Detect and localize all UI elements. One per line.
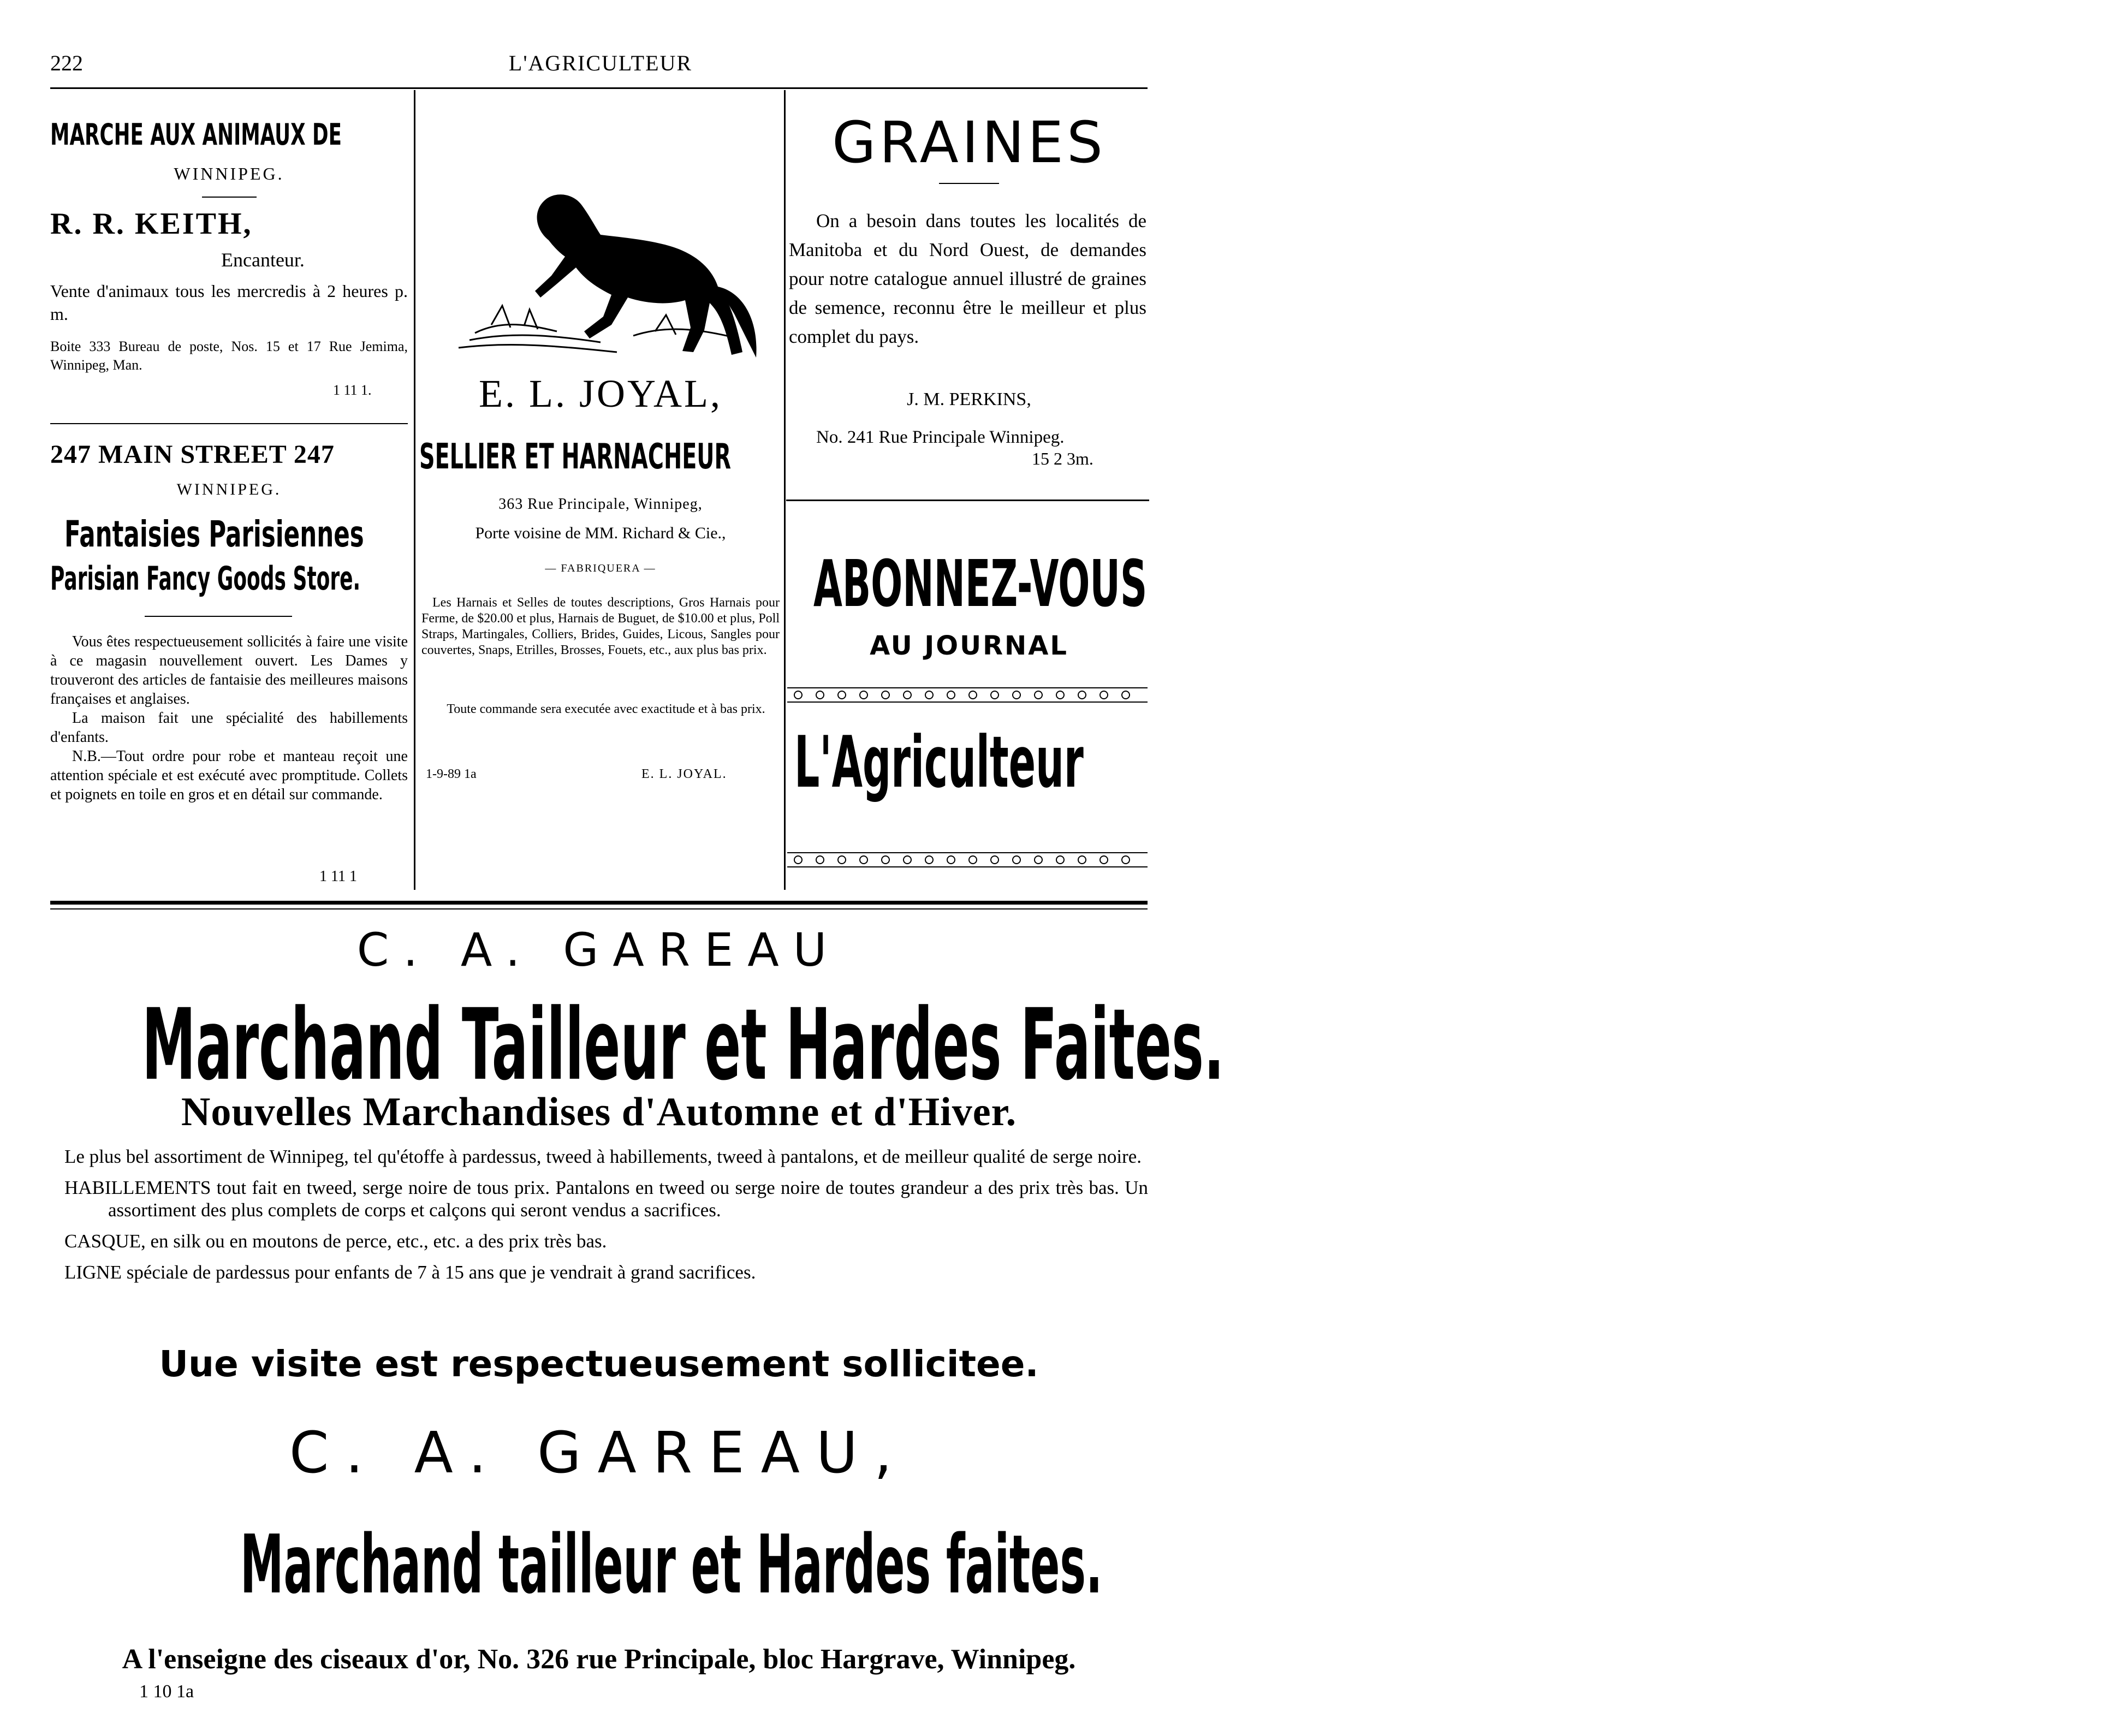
ad-main-street-short-rule: [145, 616, 292, 617]
ad-gareau-subtitle: Nouvelles Marchandises d'Automne et d'Hiver.: [181, 1090, 1017, 1134]
ad-keith-text: Vente d'animaux tous les mercredis à 2 heures p. m.: [50, 281, 408, 324]
ad-graines-text: On a besoin dans toutes les localités de Manitoba et du Nord Ouest, de demandes pour notre catalogue annuel illustré de graines de semence, reconnu être le meilleur et plus complet du pays.: [789, 210, 1146, 347]
column-rule-1: [414, 90, 415, 890]
ad-graines-title: GRAINES: [832, 109, 1106, 176]
ad-gareau-title2: Marchand tailleur et Hardes faites.: [240, 1518, 1103, 1612]
ad-gareau-code: 1 10 1a: [139, 1681, 194, 1702]
column-rule-2: [784, 90, 786, 890]
ad-main-street-p1-text: Vous êtes respectueusement sollicités à faire une visite à ce magasin nouvellement ouvert. Les Dames y trouveront des articles de fantaisie des meilleures maisons françaises et anglaises.: [50, 633, 408, 708]
decorative-border-bottom: [787, 852, 1148, 868]
ad-graines-name: J. M. PERKINS,: [907, 389, 1031, 409]
ad-keith-code: 1 11 1.: [333, 382, 372, 398]
ad-main-street-p2-text: La maison fait une spécialité des habillements d'enfants.: [50, 710, 408, 746]
ad-joyal-neighbor: Porte voisine de MM. Richard & Cie.,: [475, 524, 726, 542]
ad-joyal-title-wrap: [419, 437, 785, 477]
ad-joyal-title: SELLIER ET HARNACHEUR: [419, 437, 732, 477]
ad-gareau-item-2: HABILLEMENTS tout fait en tweed, serge noire de tous prix. Pantalons en tweed ou serge noire de toutes grandeur a des prix très bas. Un assortiment des plus complets de corps et calçons qui seront vendus a sacrifices.: [64, 1177, 1148, 1221]
header-rule: [50, 87, 1148, 89]
page-number: 222: [50, 51, 83, 75]
ad-gareau-item-1: Le plus bel assortiment de Winnipeg, tel qu'étoffe à pardessus, tweed à habillements, tweed à pantalons, et de meilleur qualité de serge noire.: [64, 1146, 1142, 1167]
ad-graines-code: 15 2 3m.: [1032, 449, 1093, 468]
ad-abonnez-title: ABONNEZ-VOUS: [813, 546, 1148, 621]
ad-gareau-item-4: LIGNE spéciale de pardessus pour enfants de 7 à 15 ans que je vendrait à grand sacrifices.: [64, 1262, 756, 1283]
ad-abonnez-name-wrap: [794, 721, 1149, 804]
ad-joyal-code: 1-9-89 1a: [426, 767, 477, 781]
ad-main-street-heading1-wrap: [64, 513, 414, 555]
journal-title: L'AGRICULTEUR: [508, 51, 693, 75]
ad-keith-title-wrap: [50, 117, 408, 152]
ad-joyal-signature: E. L. JOYAL.: [641, 767, 727, 781]
ad-gareau-visit: Uue visite est respectueusement sollicitee.: [159, 1343, 1039, 1385]
ad-main-street-p3-text: N.B.—Tout ordre pour robe et manteau reçoit une attention spéciale et est exécuté avec promptitude. Collets et poignets en toile en gros et en détail sur commande.: [50, 748, 408, 803]
ad-abonnez-name: L'Agriculteur: [794, 721, 1084, 804]
ad-gareau-title2-wrap: [240, 1518, 1103, 1612]
col3-divider: [786, 500, 1149, 501]
ad-gareau-name-top: C. A. GAREAU: [356, 923, 841, 977]
col1-divider: [50, 423, 408, 424]
ad-joyal-fabrique: — FABRIQUERA —: [545, 562, 656, 574]
ad-gareau-name-bottom: C. A. GAREAU,: [289, 1419, 909, 1486]
ad-gareau-title-wrap: [142, 988, 1225, 1102]
ad-gareau-title: Marchand Tailleur et Hardes Faites.: [142, 988, 1225, 1102]
ad-gareau-item-3: CASQUE, en silk ou en moutons de perce, etc., etc. a des prix très bas.: [64, 1230, 607, 1252]
ad-keith-city: WINNIPEG.: [174, 164, 284, 183]
ad-keith-title: MARCHE AUX ANIMAUX DE: [50, 117, 342, 152]
ad-main-street-title: 247 MAIN STREET 247: [50, 440, 335, 469]
ad-keith-address: Boite 333 Bureau de poste, Nos. 15 et 17 Rue Jemima, Winnipeg, Man.: [50, 338, 408, 373]
ad-graines-short-rule: [939, 183, 999, 184]
ad-gareau-address: A l'enseigne des ciseaux d'or, No. 326 rue Principale, bloc Hargrave, Winnipeg.: [122, 1644, 1076, 1675]
ad-graines-address: No. 241 Rue Principale Winnipeg.: [816, 427, 1065, 447]
section-rule-thin: [50, 908, 1148, 909]
ad-main-street-heading2-wrap: [50, 560, 411, 598]
ad-main-street-p1: [50, 632, 408, 804]
horse-illustration: [437, 188, 764, 368]
ad-keith-role: Encanteur.: [221, 249, 305, 271]
ad-keith-name: R. R. KEITH,: [50, 207, 253, 241]
ad-gareau-items: [64, 1145, 1148, 1283]
ad-abonnez-sub: AU JOURNAL: [870, 631, 1068, 661]
ad-joyal-note: Toute commande sera executée avec exactitude et à bas prix.: [447, 702, 765, 716]
section-rule-thick: [50, 901, 1148, 905]
ad-main-street-heading2: Parisian Fancy Goods Store.: [50, 560, 361, 598]
ad-main-street-city: WINNIPEG.: [176, 480, 282, 498]
decorative-border-top: [787, 687, 1148, 703]
ad-joyal-fabrique-text: FABRIQUERA: [561, 562, 640, 574]
ad-joyal-address: 363 Rue Principale, Winnipeg,: [498, 496, 703, 513]
ad-keith-short-rule: [202, 197, 257, 198]
ad-main-street-heading1: Fantaisies Parisiennes: [64, 513, 364, 555]
ad-main-street-code: 1 11 1: [319, 868, 357, 885]
ad-abonnez-title-wrap: [813, 546, 1163, 621]
ad-joyal-text: Les Harnais et Selles de toutes descriptions, Gros Harnais pour Ferme, de $20.00 et plus, Harnais de Buguet, de $10.00 et plus, Poll Straps, Martingales, Colliers, Brides, Guides, Licous, Sangles pour couvertes, Snaps, Etrilles, Brosses, Fouets, etc., aux plus bas prix.: [421, 596, 780, 657]
ad-joyal-name: E. L. JOYAL,: [479, 372, 722, 415]
